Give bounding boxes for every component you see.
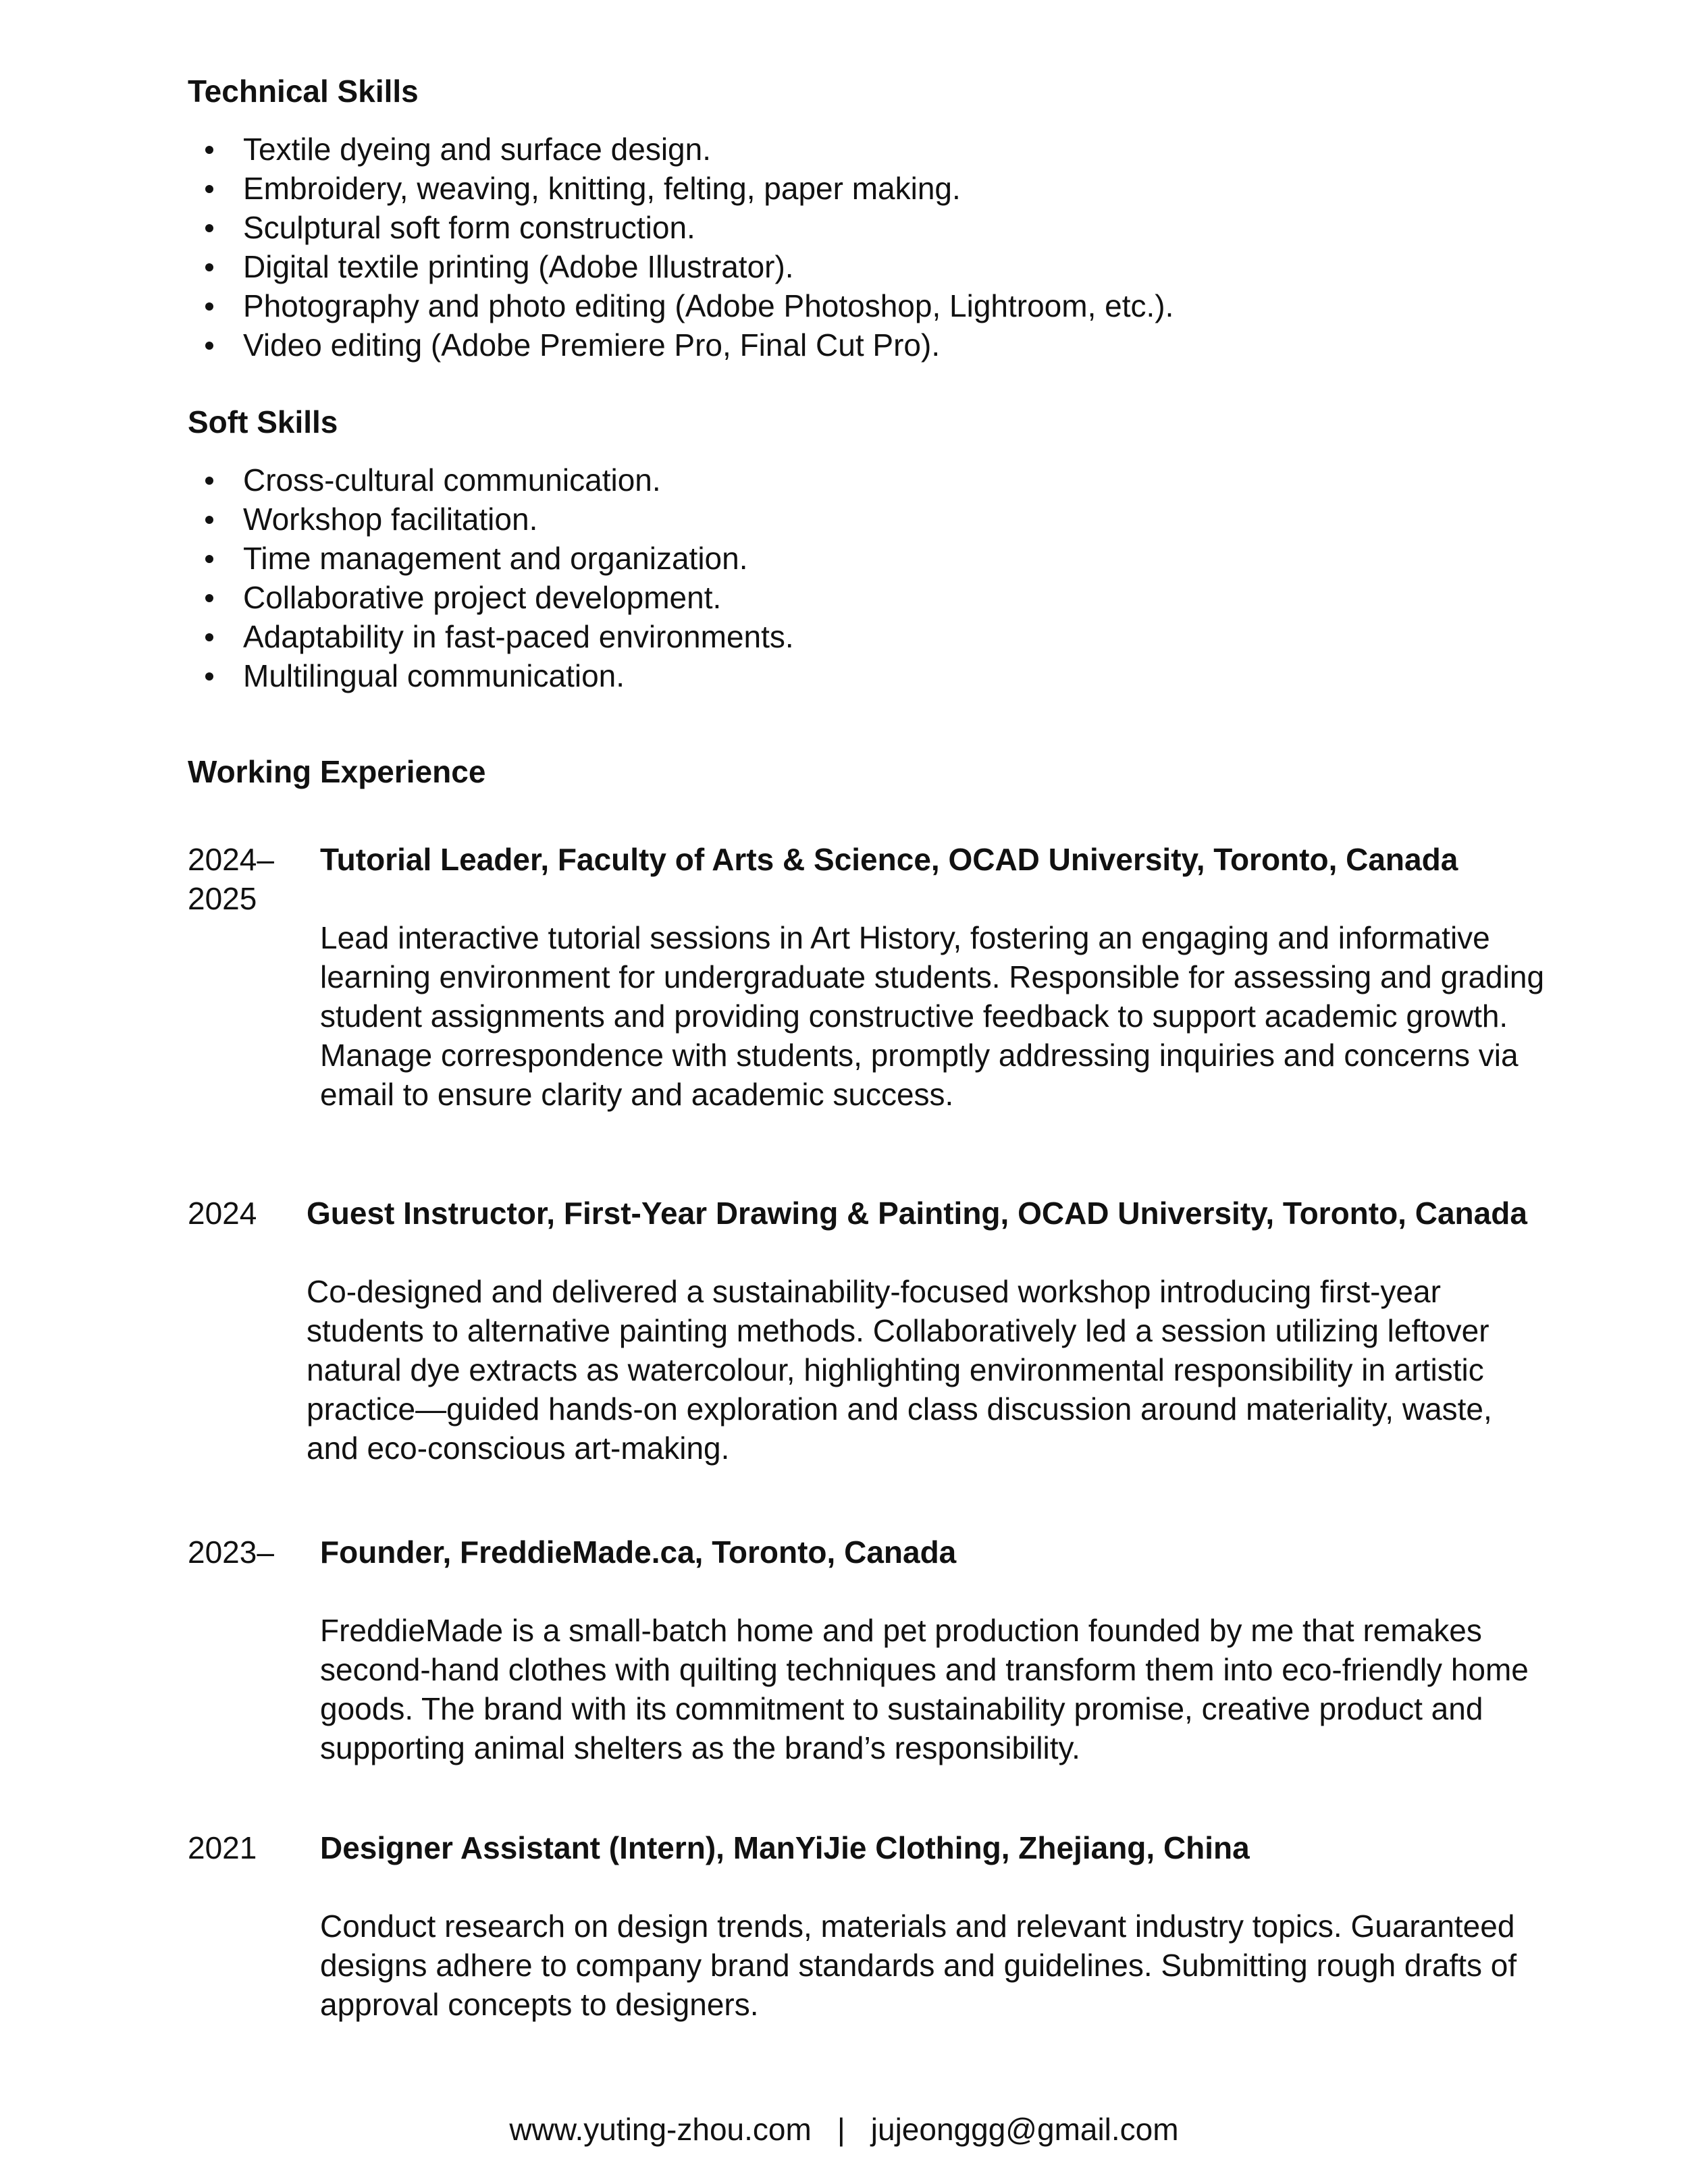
job-year-start: 2021 bbox=[188, 1830, 257, 1865]
job-description: Co-designed and delivered a sustainability-focused workshop introducing first-year students to alternative painting methods. Collaboratively led a session utilizing leftover natural dye extracts as watercolour, highlighting environmental responsibility in artistic practice—guided hands-on exploration and class discussion around materiality, waste, and eco-conscious art-making. bbox=[307, 1274, 1492, 1466]
list-item: Cross-cultural communication. bbox=[188, 460, 794, 500]
job-year bbox=[188, 1533, 302, 1572]
list-item: Video editing (Adobe Premiere Pro, Final Cut Pro). bbox=[188, 325, 1173, 365]
job-year-start: 2024– bbox=[188, 842, 274, 877]
working-experience-heading: Working Experience bbox=[188, 754, 486, 789]
job-title: Guest Instructor, First-Year Drawing & Painting, OCAD University, Toronto, Canada bbox=[307, 1196, 1527, 1231]
soft-skills-list bbox=[188, 460, 794, 695]
job-year bbox=[188, 840, 302, 918]
email-link[interactable]: jujeonggg@gmail.com bbox=[870, 2112, 1179, 2147]
job-year-end: 2025 bbox=[188, 881, 257, 916]
job-description: Conduct research on design trends, materials and relevant industry topics. Guaranteed designs adhere to company brand standards and guidelines. Submitting rough drafts of approval concepts to designers. bbox=[320, 1909, 1517, 2022]
list-item: Workshop facilitation. bbox=[188, 500, 794, 539]
list-item: Adaptability in fast-paced environments. bbox=[188, 617, 794, 656]
job-title: Tutorial Leader, Faculty of Arts & Science, OCAD University, Toronto, Canada bbox=[320, 842, 1458, 877]
technical-skills-heading: Technical Skills bbox=[188, 74, 419, 109]
job-year bbox=[188, 1194, 302, 1233]
footer-separator: | bbox=[837, 2112, 845, 2147]
job-description: Lead interactive tutorial sessions in Art History, fostering an engaging and informative learning environment for undergraduate students. Responsible for assessing and grading student assignments and providing constructive feedback to support academic growth. Manage correspondence with students, promptly addressing inquiries and concerns via email to ensure clarity and academic success. bbox=[320, 920, 1545, 1112]
job-year-start: 2023– bbox=[188, 1535, 274, 1570]
list-item: Textile dyeing and surface design. bbox=[188, 130, 1173, 169]
list-item: Digital textile printing (Adobe Illustrator). bbox=[188, 247, 1173, 286]
list-item: Multilingual communication. bbox=[188, 656, 794, 695]
job-title: Founder, FreddieMade.ca, Toronto, Canada bbox=[320, 1535, 957, 1570]
job-description: FreddieMade is a small-batch home and pet production founded by me that remakes second-hand clothes with quilting techniques and transform them into eco-friendly home goods. The brand with its commitment to sustainability promise, creative product and supporting animal shelters as the brand’s responsibility. bbox=[320, 1613, 1529, 1765]
soft-skills-heading: Soft Skills bbox=[188, 404, 338, 440]
website-link[interactable]: www.yuting-zhou.com bbox=[509, 2112, 812, 2147]
list-item: Sculptural soft form construction. bbox=[188, 208, 1173, 247]
technical-skills-list bbox=[188, 130, 1173, 365]
list-item: Time management and organization. bbox=[188, 539, 794, 578]
footer-contact bbox=[0, 2110, 1688, 2149]
list-item: Collaborative project development. bbox=[188, 578, 794, 617]
job-year bbox=[188, 1828, 302, 1867]
list-item: Embroidery, weaving, knitting, felting, paper making. bbox=[188, 169, 1173, 208]
job-year-start: 2024 bbox=[188, 1196, 257, 1231]
list-item: Photography and photo editing (Adobe Photoshop, Lightroom, etc.). bbox=[188, 286, 1173, 325]
job-title: Designer Assistant (Intern), ManYiJie Clothing, Zhejiang, China bbox=[320, 1830, 1250, 1865]
